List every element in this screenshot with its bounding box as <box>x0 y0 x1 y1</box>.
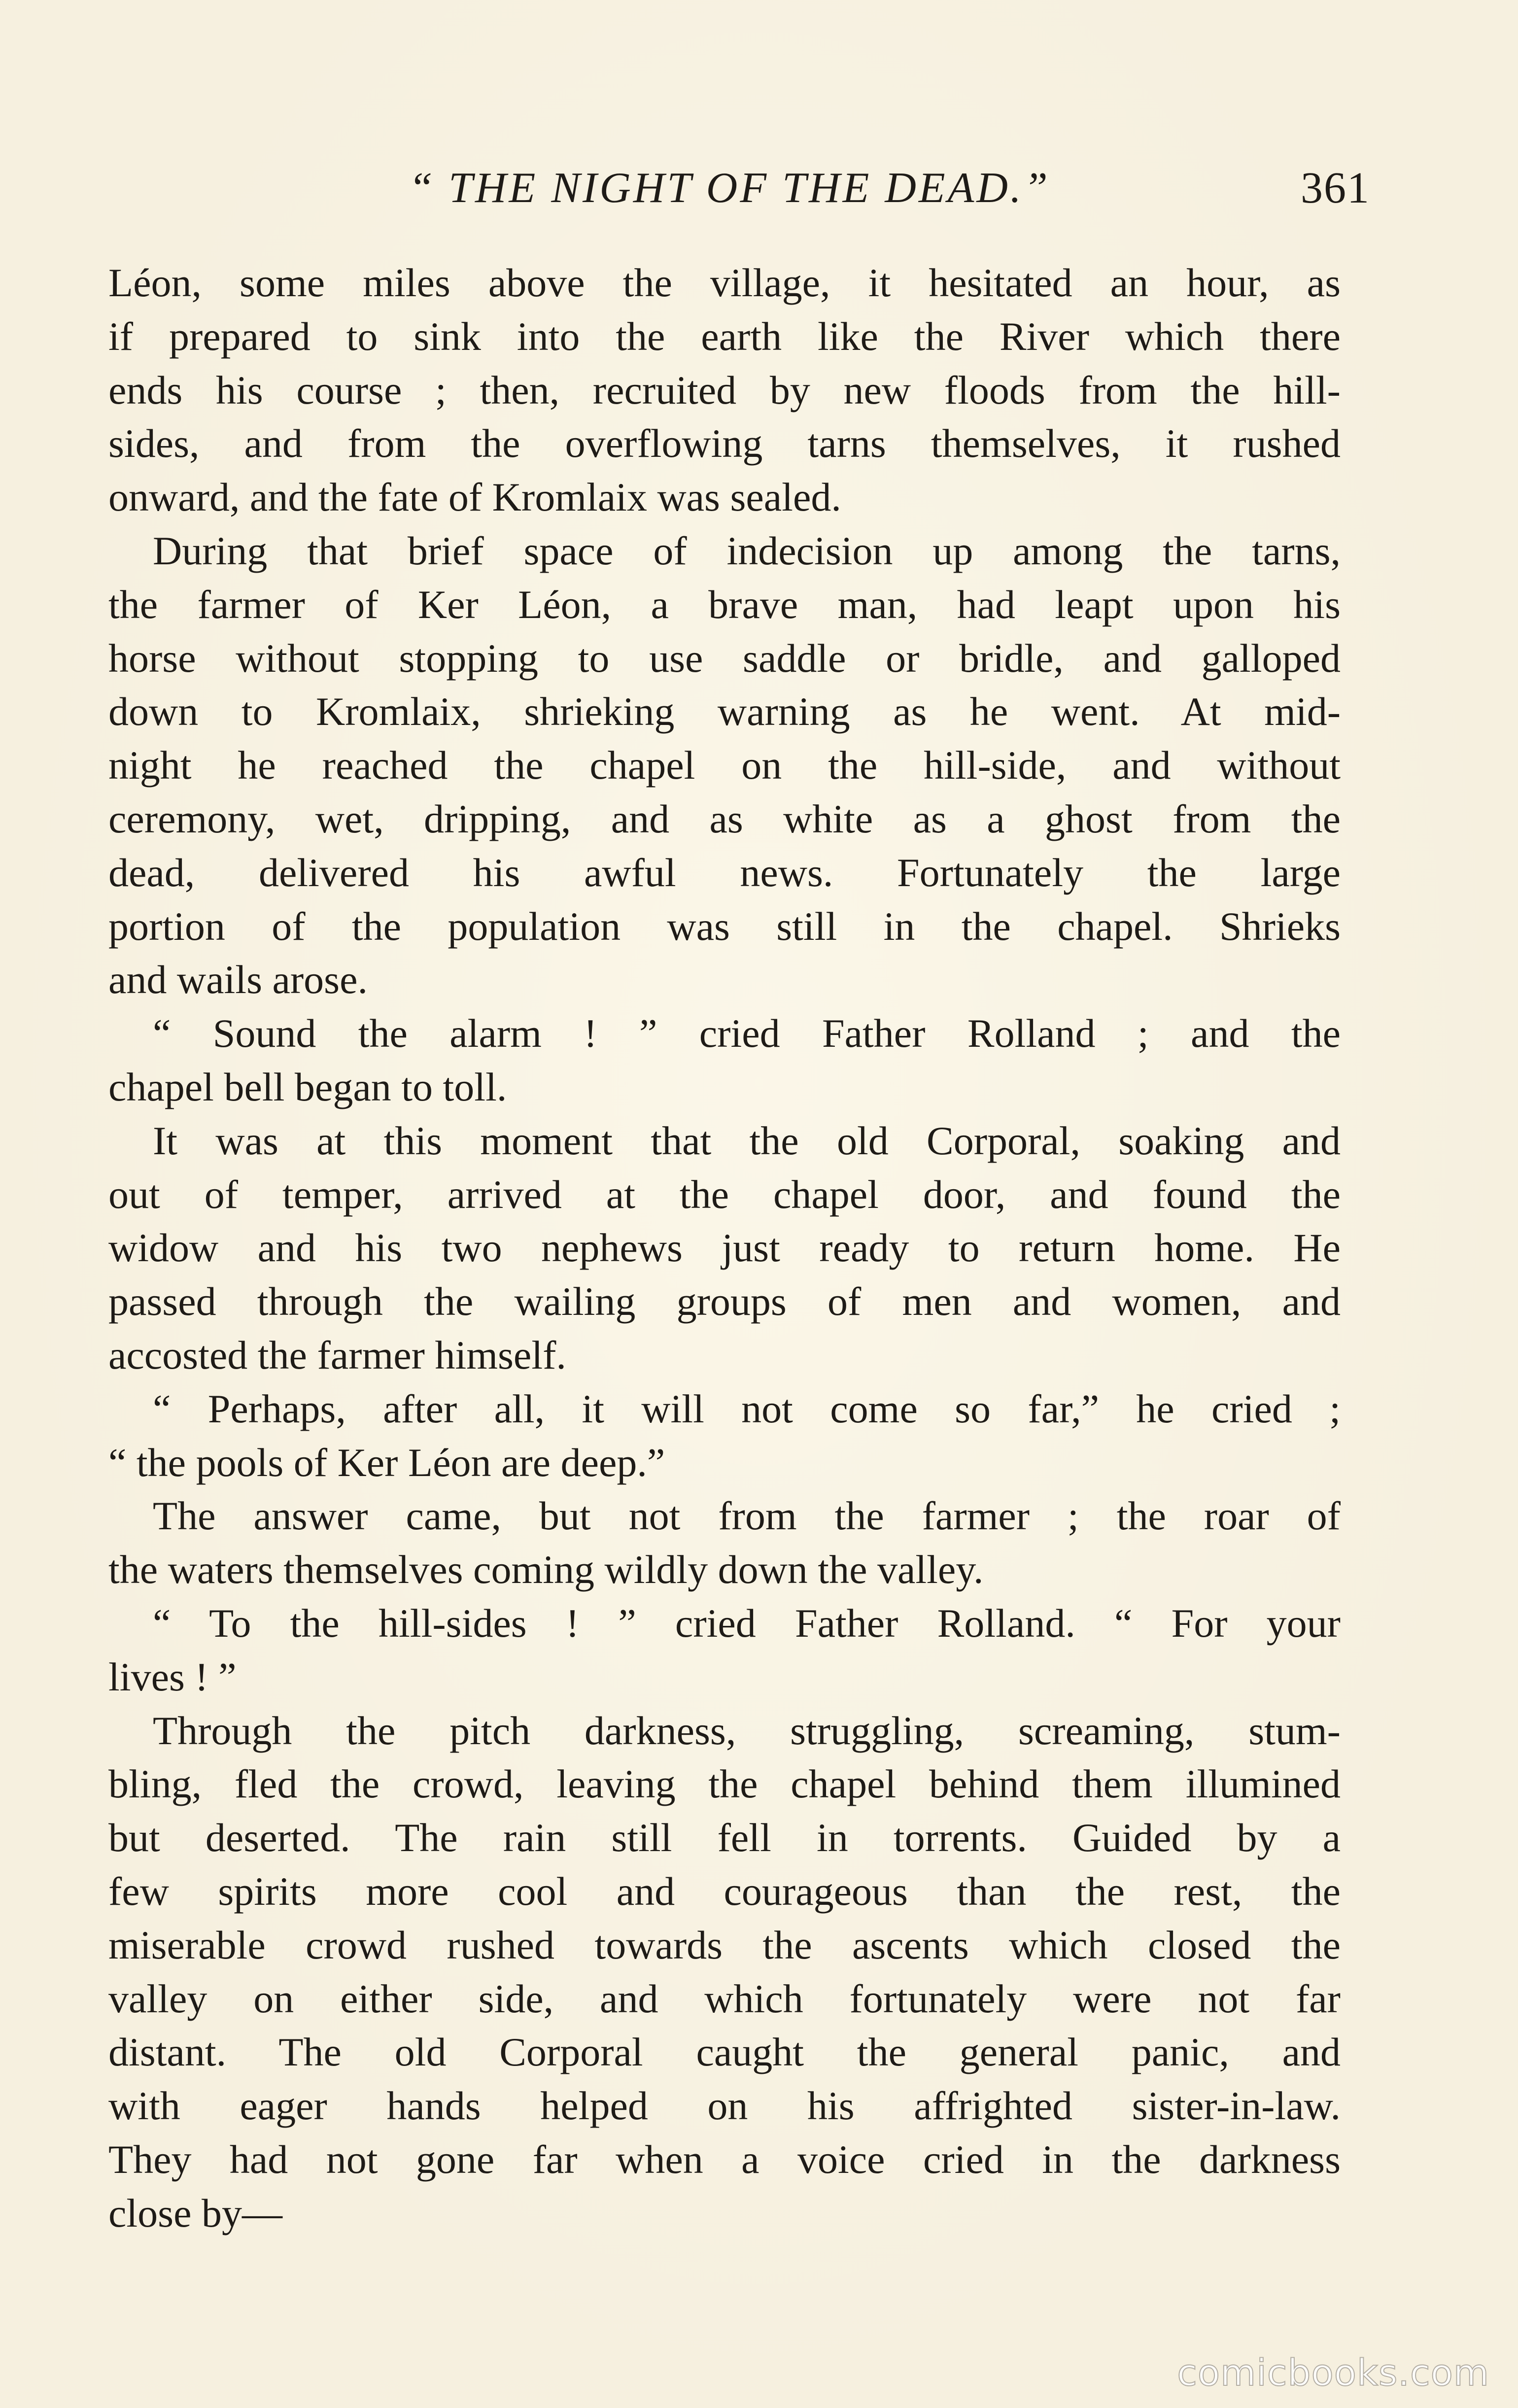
text-line: During that brief space of indecision up among the tarns, <box>153 528 1341 573</box>
text-line: if prepared to sink into the earth like the River which there <box>108 313 1341 359</box>
text-line: miserable crowd rushed towards the ascents which closed the <box>108 1922 1341 1967</box>
text-line: out of temper, arrived at the chapel door, and found the <box>108 1171 1341 1217</box>
text-line: bling, fled the crowd, leaving the chapel behind them illumined <box>108 1761 1341 1807</box>
text-line: “ the pools of Ker Léon are deep.” <box>108 1440 665 1485</box>
watermark-logo: comicbooks.com <box>1177 2352 1489 2394</box>
text-line: the farmer of Ker Léon, a brave man, had leapt upon his <box>108 582 1341 627</box>
text-line: and wails arose. <box>108 957 368 1002</box>
text-line: few spirits more cool and courageous than the rest, the <box>108 1868 1341 1914</box>
text-line: night he reached the chapel on the hill-side, and without <box>108 743 1341 788</box>
text-line: but deserted. The rain still fell in torrents. Guided by a <box>108 1815 1341 1860</box>
text-line: horse without stopping to use saddle or bridle, and galloped <box>108 635 1341 681</box>
text-line: widow and his two nephews just ready to return home. He <box>108 1225 1341 1271</box>
running-title: “ THE NIGHT OF THE DEAD.” <box>409 164 1050 212</box>
text-line: Léon, some miles above the village, it hesitated an hour, as <box>108 260 1341 305</box>
text-line: onward, and the fate of Kromlaix was sealed. <box>108 475 841 520</box>
text-line: “ Sound the alarm ! ” cried Father Rolland ; and the <box>153 1011 1341 1056</box>
body-text <box>108 256 1341 2240</box>
text-line: ceremony, wet, dripping, and as white as a ghost from the <box>108 796 1341 841</box>
text-line: The answer came, but not from the farmer ; the roar of <box>153 1493 1341 1539</box>
text-line: the waters themselves coming wildly down the valley. <box>108 1547 984 1592</box>
text-line: lives ! ” <box>108 1654 237 1699</box>
text-line: down to Kromlaix, shrieking warning as he went. At mid- <box>108 689 1341 734</box>
text-line: “ Perhaps, after all, it will not come so far,” he cried ; <box>153 1386 1341 1431</box>
page-number: 361 <box>1301 164 1370 212</box>
text-line: accosted the farmer himself. <box>108 1332 566 1377</box>
text-line: They had not gone far when a voice cried in the darkness <box>108 2136 1341 2182</box>
text-line: with eager hands helped on his affrighted sister-in-law. <box>108 2083 1341 2129</box>
text-line: valley on either side, and which fortunately were not far <box>108 1976 1341 2021</box>
text-line: dead, delivered his awful news. Fortunately the large <box>108 850 1341 895</box>
text-line: chapel bell began to toll. <box>108 1064 507 1109</box>
running-head <box>108 159 1370 218</box>
text-line: passed through the wailing groups of men and women, and <box>108 1279 1341 1324</box>
text-line: distant. The old Corporal caught the general panic, and <box>108 2030 1341 2075</box>
text-line: sides, and from the overflowing tarns themselves, it rushed <box>108 421 1341 466</box>
text-line: It was at this moment that the old Corporal, soaking and <box>153 1118 1341 1163</box>
text-line: Through the pitch darkness, struggling, screaming, stum- <box>153 1708 1341 1753</box>
text-line: ends his course ; then, recruited by new floods from the hill- <box>108 367 1341 413</box>
text-line: close by— <box>108 2190 282 2236</box>
text-line: “ To the hill-sides ! ” cried Father Rolland. “ For your <box>153 1600 1341 1646</box>
text-line: portion of the population was still in the chapel. Shrieks <box>108 903 1341 949</box>
